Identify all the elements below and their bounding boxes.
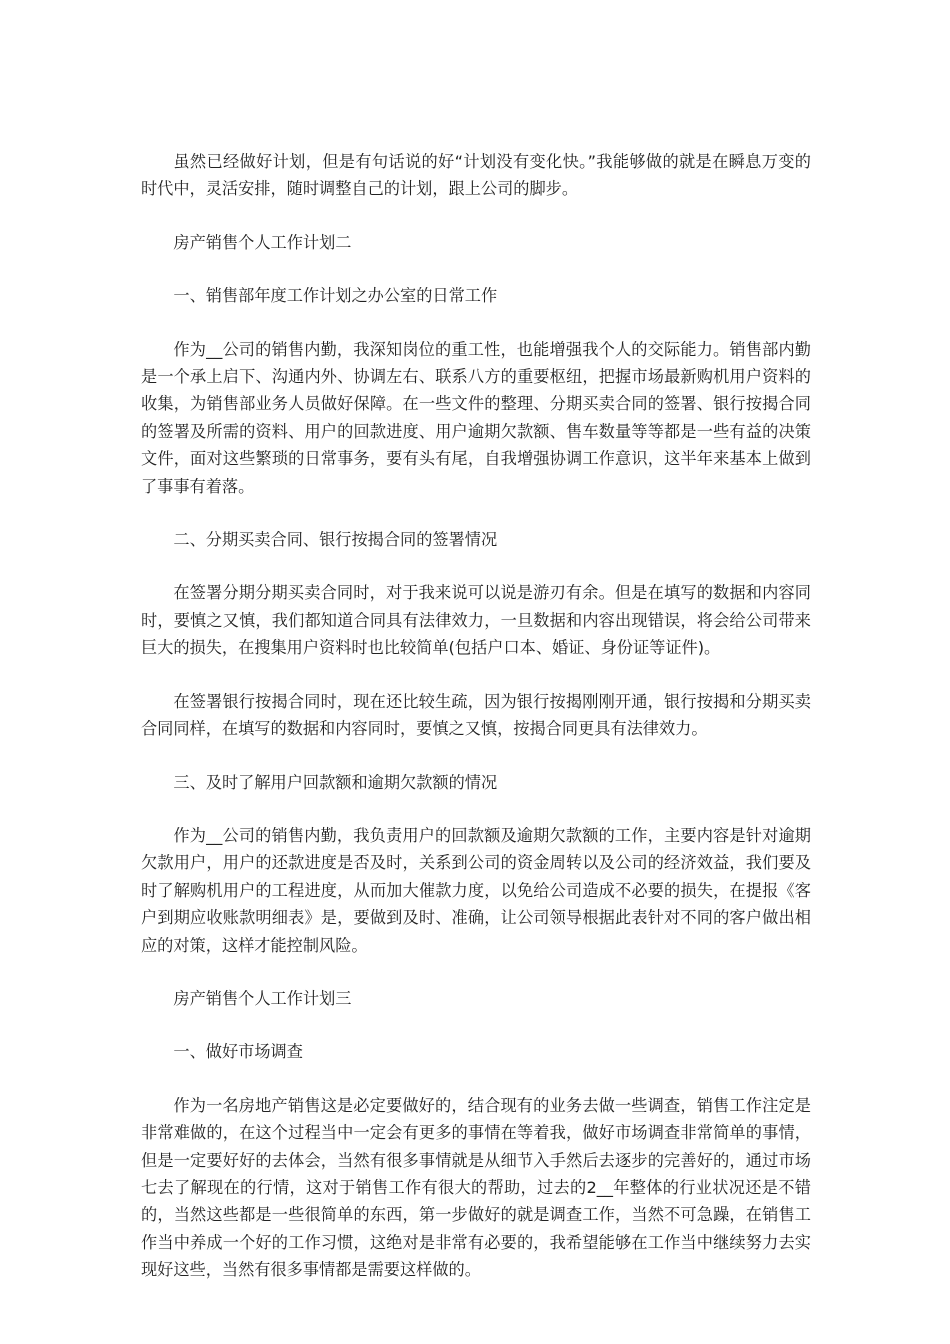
subheading-contract-signing: 二、分期买卖合同、银行按揭合同的签署情况 bbox=[173, 530, 498, 550]
subheading-office-daily-work: 一、销售部年度工作计划之办公室的日常工作 bbox=[173, 286, 498, 306]
paragraph-intro: 虽然已经做好计划，但是有句话说的好“计划没有变化快。”我能够做的就是在瞬息万变的时代中，灵活安排，随时调整自己的计划，跟上公司的脚步。 bbox=[141, 152, 811, 199]
subheading-payment-tracking: 三、及时了解用户回款额和逾期欠款额的情况 bbox=[173, 772, 498, 792]
paragraph-market-research: 作为一名房地产销售这是必定要做好的，结合现有的业务去做一些调查，销售工作注定是非常难做的，在这个过程当中一定会有更多的事情在等着我，做好市场调查非常简单的事情，但是一定要好好的去体会，当然有很多事情就是从细节入手然后去逐步的完善好的，通过市场七去了解现在的行情，这对于销售工作有很大的帮助，过去的2__年整体的行业状况还是不错的，当然这些都是一些很简单的东西，第一步做好的就是调查工作，当然不可急躁，在销售工作当中养成一个好的工作习惯，这绝对是非常有必要的，我希望能够在工作当中继续努力去实现好这些，当然有很多事情都是需要这样做的。 bbox=[141, 1095, 811, 1280]
section-title-plan-three: 房产销售个人工作计划三 bbox=[173, 988, 352, 1008]
paragraph-office-daily-work: 作为__公司的销售内勤，我深知岗位的重工性，也能增强我个人的交际能力。销售部内勤是一个承上启下、沟通内外、协调左右、联系八方的重要枢纽，把握市场最新购机用户资料的收集，为销售部业务人员做好保障。在一些文件的整理、分期买卖合同的签署、银行按揭合同的签署及所需的资料、用户的回款进度、用户逾期欠款额、售车数量等等都是一些有益的决策文件，面对这些繁琐的日常事务，要有头有尾，自我增强协调工作意识，这半年来基本上做到了事事有着落。 bbox=[141, 339, 811, 496]
section-title-plan-two: 房产销售个人工作计划二 bbox=[173, 232, 352, 252]
paragraph-bank-mortgage-contract: 在签署银行按揭合同时，现在还比较生疏，因为银行按揭刚刚开通，银行按揭和分期买卖合同同样，在填写的数据和内容同时，要慎之又慎，按揭合同更具有法律效力。 bbox=[141, 691, 811, 739]
paragraph-payment-tracking: 作为__公司的销售内勤，我负责用户的回款额及逾期欠款额的工作，主要内容是针对逾期欠款用户，用户的还款进度是否及时，关系到公司的资金周转以及公司的经济效益，我们要及时了解购机用户的工程进度，从而加大催款力度，以免给公司造成不必要的损失，在提报《客户到期应收账款明细表》是，要做到及时、准确，让公司领导根据此表针对不同的客户做出相应的对策，这样才能控制风险。 bbox=[141, 825, 811, 955]
paragraph-installment-contract: 在签署分期分期买卖合同时，对于我来说可以说是游刃有余。但是在填写的数据和内容同时，要慎之又慎，我们都知道合同具有法律效力，一旦数据和内容出现错误，将会给公司带来巨大的损失，在搜集用户资料时也比较简单(包括户口本、婚证、身份证等证件)。 bbox=[141, 583, 811, 658]
subheading-market-research: 一、做好市场调查 bbox=[173, 1042, 303, 1062]
document-body bbox=[141, 148, 811, 1310]
